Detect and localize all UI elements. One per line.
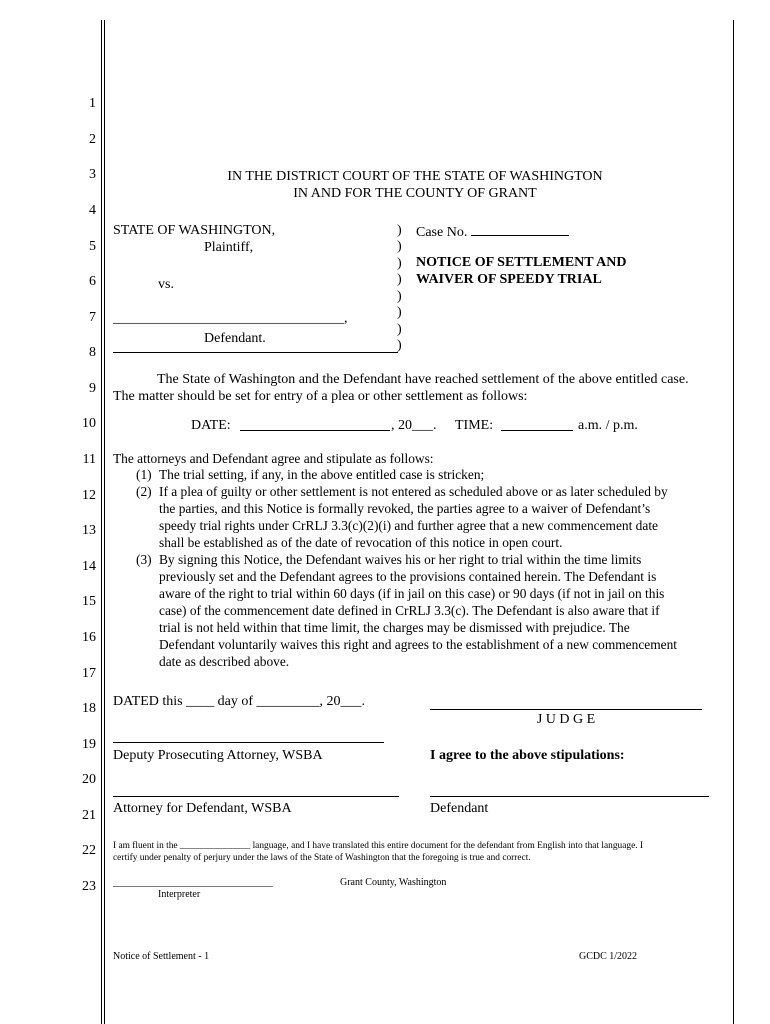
- case-number-field[interactable]: [416, 223, 569, 241]
- interpreter-certification-line-1: I am fluent in the _______________ language, and I have translated this entire document for the defendant from English into that language. I: [113, 841, 644, 851]
- time-blank[interactable]: [501, 418, 573, 436]
- stipulations-heading: The attorneys and Defendant agree and stipulate as follows:: [113, 451, 434, 466]
- line-number: 17: [82, 666, 96, 681]
- line-number: 1: [89, 96, 96, 111]
- interpreter-county: Grant County, Washington: [340, 877, 447, 888]
- line-number: 18: [82, 701, 96, 716]
- caption-paren: ): [397, 256, 402, 271]
- defense-attorney-signature-line[interactable]: [113, 796, 399, 797]
- line-number: 7: [89, 310, 96, 325]
- item-line: case) of the commencement date defined in CrRLJ 3.3(c). The Defendant is also aware that if: [159, 603, 660, 618]
- item-number: (1): [136, 467, 152, 482]
- plaintiff-name: STATE OF WASHINGTON,: [113, 223, 276, 238]
- case-number-blank[interactable]: [471, 223, 569, 236]
- line-number: 9: [89, 381, 96, 396]
- defendant-label: Defendant: [430, 801, 489, 816]
- line-number: 6: [89, 274, 96, 289]
- intro-line-1: The State of Washington and the Defendant have reached settlement of the above entitled case.: [157, 372, 689, 387]
- prosecutor-signature-line[interactable]: [113, 742, 384, 743]
- caption-bottom-rule: [113, 352, 398, 353]
- line-number: 4: [89, 203, 96, 218]
- defendant-signature-line[interactable]: [430, 796, 709, 797]
- agree-statement: I agree to the above stipulations:: [430, 748, 625, 763]
- dated-line[interactable]: DATED this ____ day of _________, 20___.: [113, 694, 365, 709]
- item-line: shall be established as of the date of revocation of this notice in open court.: [159, 535, 563, 550]
- line-number: 14: [82, 559, 96, 574]
- item-line: aware of the right to trial within 60 days (if in jail on this case) or 90 days (if not in jail on this: [159, 586, 665, 601]
- line-number: 16: [82, 630, 96, 645]
- caption-paren: ): [397, 272, 402, 287]
- line-number: 19: [82, 737, 96, 752]
- am-pm-label: a.m. / p.m.: [578, 418, 638, 433]
- caption-paren: ): [397, 289, 402, 304]
- line-number: 11: [82, 452, 96, 467]
- caption-paren: ): [397, 239, 402, 254]
- caption-paren: ): [397, 338, 402, 353]
- line-number: 13: [82, 523, 96, 538]
- line-number: 15: [82, 594, 96, 609]
- line-number: 3: [89, 167, 96, 182]
- line-number: 21: [82, 808, 96, 823]
- court-heading-line-1: IN THE DISTRICT COURT OF THE STATE OF WASHINGTON: [227, 169, 603, 184]
- footer-right: GCDC 1/2022: [579, 951, 638, 962]
- defendant-name-blank: _________________________________,: [113, 311, 348, 326]
- judge-label: J U D G E: [536, 712, 596, 727]
- line-number: 22: [82, 843, 96, 858]
- court-heading-line-2: IN AND FOR THE COUNTY OF GRANT: [293, 186, 537, 201]
- left-margin-rule-outer: [101, 20, 102, 1024]
- item-line: previously set and the Defendant agrees to the provisions contained herein. The Defendant is: [159, 569, 657, 584]
- item-line: The trial setting, if any, in the above entitled case is stricken;: [159, 467, 485, 482]
- document-title-line-2: WAIVER OF SPEEDY TRIAL: [416, 272, 602, 287]
- item-line: trial is not held within that time limit, the charges may be dismissed with prejudice. The: [159, 620, 630, 635]
- defense-attorney-label: Attorney for Defendant, WSBA: [113, 801, 292, 816]
- line-number: 5: [89, 239, 96, 254]
- line-number: 12: [82, 488, 96, 503]
- line-number: 20: [82, 772, 96, 787]
- interpreter-label: Interpreter: [158, 889, 201, 900]
- date-blank[interactable]: [240, 418, 390, 436]
- plaintiff-role: Plaintiff,: [204, 240, 254, 255]
- case-number-label: Case No.: [416, 225, 468, 240]
- defendant-role: Defendant.: [204, 331, 266, 346]
- intro-line-2: The matter should be set for entry of a plea or other settlement as follows:: [113, 389, 528, 404]
- item-number: (2): [136, 484, 152, 499]
- line-number: 10: [82, 416, 96, 431]
- interpreter-signature-blank[interactable]: ________________________________: [113, 877, 273, 888]
- date-year: , 20___.: [391, 418, 437, 433]
- line-number: 23: [82, 879, 96, 894]
- item-line: By signing this Notice, the Defendant waives his or her right to trial within the time limits: [159, 552, 642, 567]
- caption-paren: ): [397, 322, 402, 337]
- footer-left: Notice of Settlement - 1: [113, 951, 210, 962]
- item-number: (3): [136, 552, 152, 567]
- interpreter-certification-line-2: certify under penalty of perjury under the laws of the State of Washington that the foregoing is true and correct.: [113, 853, 531, 863]
- time-label: TIME:: [455, 418, 494, 433]
- line-number: 8: [89, 345, 96, 360]
- versus: vs.: [158, 277, 174, 292]
- line-number: 2: [89, 132, 96, 147]
- prosecutor-label: Deputy Prosecuting Attorney, WSBA: [113, 748, 323, 763]
- item-line: date as described above.: [159, 654, 290, 669]
- date-label: DATE:: [191, 418, 231, 433]
- document-title-line-1: NOTICE OF SETTLEMENT AND: [416, 255, 627, 270]
- left-margin-rule-inner: [104, 20, 105, 1024]
- item-line: If a plea of guilty or other settlement is not entered as scheduled above or as later scheduled by: [159, 484, 668, 499]
- caption-paren: ): [397, 305, 402, 320]
- caption-paren: ): [397, 223, 402, 238]
- item-line: Defendant voluntarily waives this right and agrees to the establishment of a new commencement: [159, 637, 677, 652]
- item-line: the parties, and this Notice is formally revoked, the parties agree to a waiver of Defendant’s: [159, 501, 651, 516]
- item-line: speedy trial rights under CrRLJ 3.3(c)(2)(i) and further agree that a new commencement date: [159, 518, 658, 533]
- right-margin-rule: [733, 20, 734, 1024]
- judge-signature-line[interactable]: [430, 709, 702, 710]
